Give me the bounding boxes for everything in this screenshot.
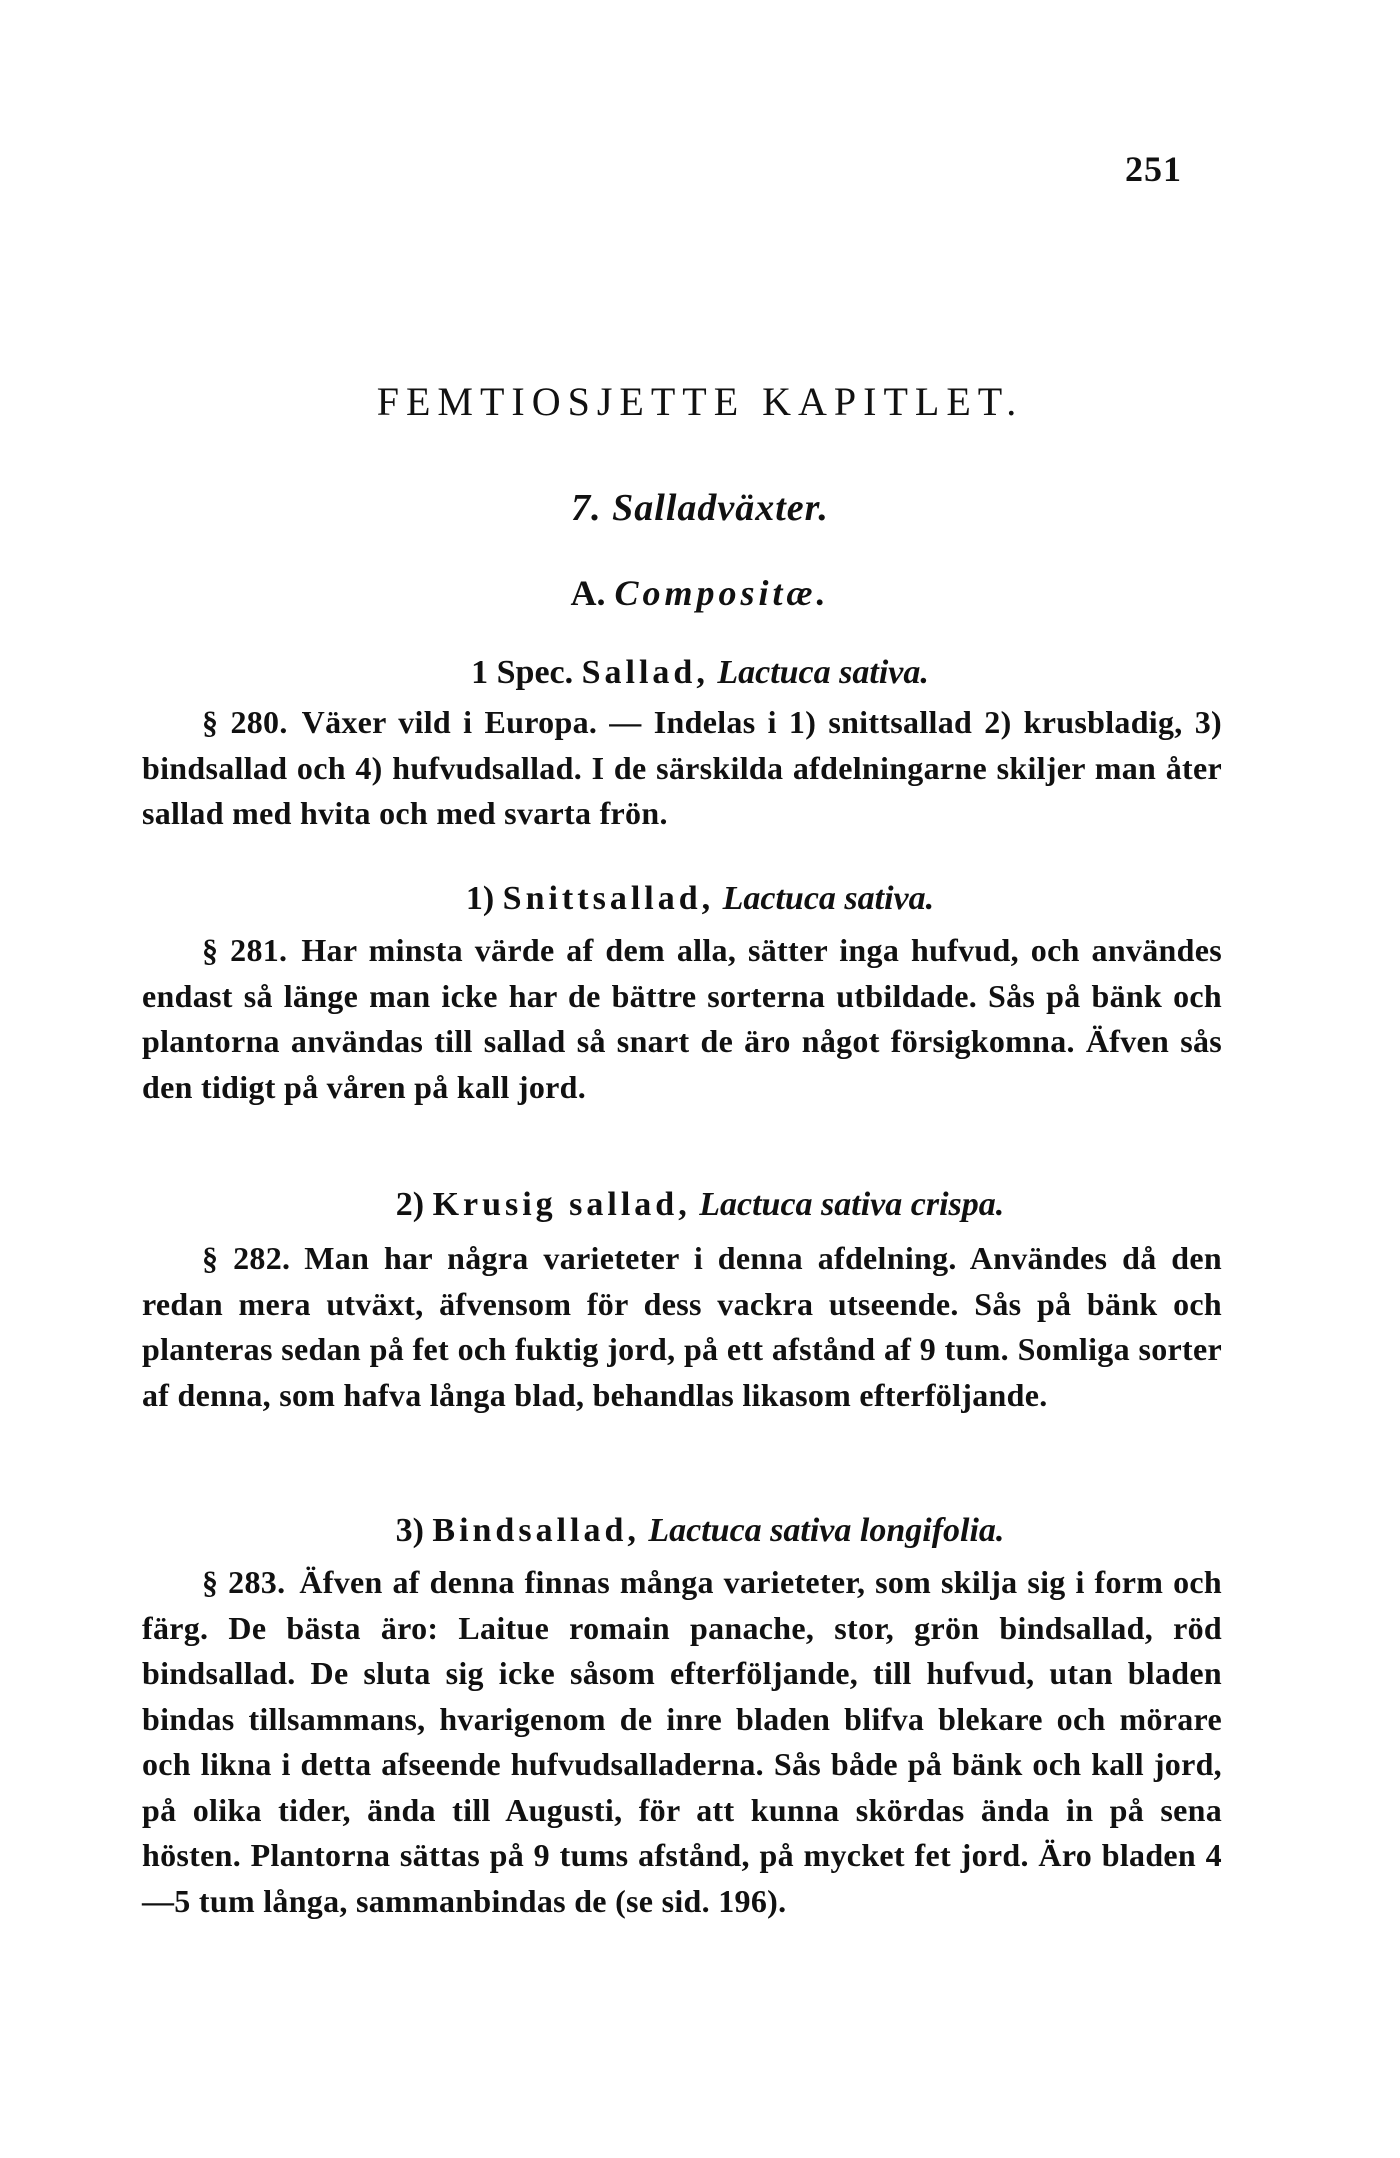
paragraph-number: § 283. [202, 1564, 286, 1600]
subheading-latin: Lactuca sativa crispa. [699, 1186, 1005, 1223]
family-heading [0, 572, 1400, 614]
subheading-prefix: 2) [395, 1186, 425, 1223]
subheading-prefix: 1) [465, 880, 495, 917]
subheading-snittsallad [0, 880, 1400, 918]
subheading-prefix: 3) [395, 1512, 424, 1549]
subheading-prefix: 1 Spec. [471, 654, 574, 691]
subheading-latin: Lactuca sativa longifolia. [648, 1512, 1005, 1549]
subheading-krusig-sallad [0, 1186, 1400, 1224]
paragraph-283 [142, 1560, 1222, 1924]
paragraph-280 [142, 700, 1222, 837]
subheading-sallad [0, 654, 1400, 692]
paragraph-number: § 282. [202, 1240, 291, 1276]
chapter-title: FEMTIOSJETTE KAPITLET. [376, 379, 1024, 424]
family-letter: A. [570, 573, 606, 613]
family-name: Compositæ. [614, 573, 830, 613]
subheading-name: Krusig sallad, [432, 1186, 691, 1223]
page-number: 251 [1125, 149, 1182, 189]
subheading-name: Snittsallad, [502, 880, 715, 917]
section-heading: 7. Salladväxter. [571, 487, 829, 529]
subheading-name: Sallad, [581, 654, 709, 691]
paragraph-text: Man har några varieteter i denna afdelning. Användes då den redan mera utväxt, äfvensom för dess vackra utseende. Sås på bänk och planteras sedan på fet och fuktig jord, på ett afstånd af 9 tum. Somliga sorter af denna, som hafva långa blad, behandlas likasom efterföljande. [142, 1240, 1222, 1413]
paragraph-number: § 280. [202, 704, 288, 740]
subheading-latin: Lactuca sativa. [717, 654, 929, 691]
paragraph-text: Har minsta värde af dem alla, sätter inga hufvud, och användes endast så länge man icke har de bättre sorterna utbildade. Sås på bänk och plantorna användas till sallad så snart de äro något försigkomna. Äfven sås den tidigt på våren på kall jord. [142, 932, 1222, 1105]
paragraph-text: Äfven af denna finnas många varieteter, som skilja sig i form och färg. De bästa äro: Laitue romain panache, stor, grön bindsallad, röd bindsallad. De sluta sig icke såsom efterföljande, till hufvud, utan bladen bindas tillsammans, hvarigenom de inre bladen blifva blekare och mörare och likna i detta afseende hufvudsalladerna. Sås både på bänk och kall jord, på olika tider, ända till Augusti, för att kunna skördas ända in på sena hösten. Plantorna sättas på 9 tums afstånd, på mycket fet jord. Äro bladen 4—5 tum långa, sammanbindas de (se sid. 196). [142, 1564, 1222, 1919]
subheading-bindsallad [0, 1512, 1400, 1550]
subheading-name: Bindsallad, [432, 1512, 640, 1549]
paragraph-number: § 281. [202, 932, 288, 968]
paragraph-text: Växer vild i Europa. — Indelas i 1) snittsallad 2) krusbladig, 3) bindsallad och 4) hufvudsallad. I de särskilda afdelningarne skiljer man åter sallad med hvita och med svarta frön. [142, 704, 1222, 831]
paragraph-281 [142, 928, 1222, 1110]
paragraph-282 [142, 1236, 1222, 1418]
subheading-latin: Lactuca sativa. [722, 880, 935, 917]
